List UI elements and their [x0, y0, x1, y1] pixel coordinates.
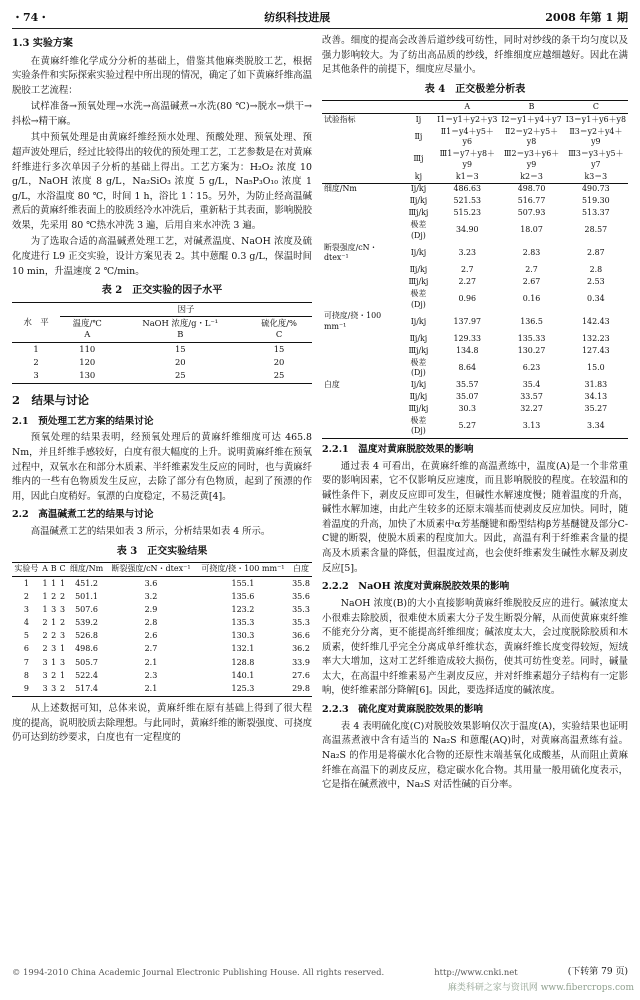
table-row — [322, 148, 628, 171]
row-label: 试验指标 — [324, 114, 356, 124]
table-cell: Ⅰj/kj — [410, 247, 427, 257]
table-cell: Ⅱ1＝y4＋y5＋y6 — [440, 126, 494, 147]
table-row — [12, 630, 312, 643]
table-cell: Ⅱ3＝y2＋y4＋y9 — [569, 126, 623, 147]
table-cell: 521.53 — [453, 196, 482, 206]
table-cell: 2.6 — [144, 631, 158, 641]
table-cell: 8.64 — [458, 362, 477, 372]
table-header: B — [528, 101, 535, 111]
copyright-notice: © 1994-2010 China Academic Journal Electronic Publishing House. All rights reserved. — [12, 967, 385, 977]
table-cell: 516.77 — [517, 196, 546, 206]
table-caption: 表 4 正交极差分析表 — [424, 83, 526, 95]
range-analysis-table — [322, 100, 628, 438]
table-cell: 136.5 — [520, 316, 543, 326]
table-cell: Ⅰ3＝y1＋y6＋y8 — [565, 114, 626, 124]
paragraph: 其中预氧处理是由黄麻纤维经预水处理、预酸处理、预氧处理、预超声波处理后，经过比较得出的较优的预处理工艺，工艺参数是在对黄麻纤维进行多次单因子分析的基础上得出。工艺方案为：H₂O₂ 浓度 10 g/L，NaOH 浓度 8 g/L，Na₂SiO₃ 浓度 5 g/L，Na₅P₃O₁₀ 浓度 1 g/L，水浴温度 80 ℃，时间 1 h，浴比 1∶15。另外，为防止经高温碱煮后的黄麻纤维表面上的胶质经冷水冲洗后，重新粘于其表面，影响脱胶效果，先采用 80 ℃热水冲洗 3 遍，后用自来水冲洗 3 遍。 — [12, 132, 313, 231]
table-header: 因子 — [60, 302, 312, 316]
table-cell: 517.4 — [75, 683, 98, 693]
table-cell: 2.7 — [460, 265, 474, 275]
table-cell: 3 — [60, 631, 66, 641]
table-cell: 18.07 — [520, 225, 543, 235]
table-cell: 2 — [60, 591, 66, 601]
subsection-title: 2.2.3 硫化度对黄麻脱胶效果的影响 — [322, 704, 484, 716]
table-cell: 4 — [23, 618, 29, 628]
table-cell: 5.27 — [458, 421, 477, 431]
table-cell: Ⅱj/kj — [409, 392, 428, 401]
table-cell: Ⅲj/kj — [408, 276, 429, 286]
table-cell: 35.3 — [292, 618, 310, 628]
table-cell: 130.3 — [231, 631, 255, 641]
table-row — [322, 196, 628, 208]
table-cell: Ⅲj/kj — [408, 403, 429, 413]
table-cell: 2 — [23, 591, 29, 601]
table-cell: 137.97 — [453, 316, 482, 326]
table-header: 断裂强度/cN・dtex⁻¹ — [111, 564, 191, 574]
subsection-title: 2.2.2 NaOH 浓度对黄麻脱胶效果的影响 — [322, 581, 510, 593]
table-row — [322, 345, 628, 357]
table-cell: 2.7 — [525, 265, 538, 275]
table-cell: 35.3 — [292, 604, 310, 614]
table-cell: 3 — [51, 683, 57, 693]
table-cell: 20 — [174, 357, 186, 368]
table-cell: 1 — [42, 578, 48, 588]
table-row — [322, 288, 628, 311]
table-cell: 3 — [60, 604, 66, 614]
table-cell: 2 — [60, 683, 66, 693]
table-cell: 526.8 — [75, 631, 98, 641]
table-cell: 30.3 — [458, 403, 477, 413]
table-cell: 35.4 — [522, 380, 541, 390]
table-cell: 120 — [79, 357, 96, 368]
table-cell: 6 — [23, 644, 29, 654]
table-row — [12, 342, 312, 356]
paragraph: 通过表 4 可看出，在黄麻纤维的高温煮练中，温度(A)是一个非常重要的影响因素，它不仅影响反应速度，而且影响脱胶的程度。在较温和的碱性条件下，剥皮反应即可发生，但碱性水解速度慢；随着温度的升高，碱性水解加速，由此产生较多的还原末端基而使剥皮反应加快。同时，随着温度的升高，加快了木质素中α芳基醚键和酚型结构β芳基醚键及部分C-C键的断裂，使脱木质素的程度加大。因此，高温有利于纤维素含量的提高及木质素含量的降低，但温度过高，也会使纤维素发生碱性水解及剥皮反应[5]。 — [322, 460, 628, 574]
row-label — [322, 333, 402, 345]
table-header: C — [592, 101, 599, 111]
table-cell: 2 — [42, 618, 48, 628]
row-label: 细度/Nm — [324, 184, 357, 194]
table-cell: 2.3 — [144, 670, 158, 680]
table-row — [322, 183, 628, 195]
table-row — [322, 357, 628, 380]
table-cell: 1 — [51, 657, 57, 667]
table-cell: 6.23 — [522, 362, 541, 372]
table-header: 细度/Nm — [69, 564, 104, 574]
table-row — [12, 356, 312, 369]
table-row — [322, 415, 628, 438]
table-cell: 36.2 — [292, 644, 310, 654]
issue-label: 2008 年第 1 期 — [545, 10, 628, 24]
table-cell: 135.33 — [517, 333, 546, 343]
row-label: 可挠度/挠・100 mm⁻¹ — [324, 311, 382, 332]
table-cell: Ⅲj/kj — [408, 208, 429, 218]
site-watermark: 麻类科研之家与资讯网 www.fibercrops.com — [447, 983, 634, 994]
table-cell: 27.6 — [292, 670, 310, 680]
table-cell: 2.1 — [144, 683, 158, 693]
table-cell: 2.7 — [144, 644, 158, 654]
table-header: 温度/℃ A — [72, 318, 102, 340]
table-cell: 135.6 — [231, 591, 255, 601]
table-cell: 36.6 — [292, 631, 310, 641]
table-cell: 507.6 — [75, 604, 98, 614]
table-cell: 2.87 — [587, 247, 605, 257]
table-cell: 2.83 — [522, 247, 541, 257]
row-label — [322, 403, 402, 415]
factor-level-table — [12, 302, 312, 384]
table-cell: Ⅲj — [413, 154, 424, 164]
table-cell: 3 — [42, 683, 48, 693]
table-row — [322, 208, 628, 220]
table-row — [12, 369, 312, 383]
table-row — [12, 617, 312, 630]
table-cell: 15 — [273, 343, 285, 354]
table-cell: 25 — [174, 370, 186, 381]
table-cell: Ⅰj — [415, 114, 422, 124]
journal-title: 纺织科技进展 — [264, 10, 331, 24]
table-cell: 128.8 — [231, 657, 255, 667]
paragraph: 从上述数据可知，总体来说，黄麻纤维在原有基础上得到了很大程度的提高，说明胶质去除理想。与此同时，黄麻纤维的断裂强度、可挠度仍可达到纺纱要求，白度也有一定程度的 — [12, 702, 313, 744]
table-caption: 表 3 正交实验结果 — [116, 545, 208, 557]
table-header: A — [464, 101, 471, 111]
table-cell: 3.6 — [144, 578, 158, 588]
row-label — [322, 357, 402, 380]
table-cell: 0.16 — [522, 294, 541, 304]
table-cell: 2.8 — [144, 618, 158, 628]
table-cell: Ⅰj/kj — [410, 184, 427, 194]
table-row — [322, 126, 628, 149]
table-header: 水 平 — [12, 302, 60, 342]
table-cell: 2 — [51, 631, 57, 641]
table-cell: 3 — [60, 657, 66, 667]
paragraph: 高温碱煮工艺的结果如表 3 所示，分析结果如表 4 所示。 — [30, 526, 271, 538]
table-cell: 35.07 — [455, 392, 479, 401]
table-cell: 35.6 — [292, 591, 310, 601]
row-label — [322, 391, 402, 403]
table-cell: 3 — [51, 644, 57, 654]
table-cell: 31.83 — [584, 380, 608, 390]
row-label — [322, 415, 402, 438]
table-cell: 32.27 — [520, 403, 543, 413]
row-label — [322, 219, 402, 242]
table-cell: Ⅲ2＝y3＋y6＋y9 — [503, 149, 560, 169]
row-label — [322, 288, 402, 311]
table-cell: Ⅰ1＝y1＋y2＋y3 — [437, 114, 498, 124]
table-row — [322, 171, 628, 183]
table-cell: 0.96 — [458, 294, 477, 304]
table-cell: Ⅱj/kj — [409, 265, 428, 275]
table-header: C — [59, 564, 66, 574]
table-cell: 2 — [60, 618, 66, 628]
row-label: 断裂强度/cN・dtex⁻¹ — [324, 242, 378, 263]
table-cell: 129.33 — [453, 333, 482, 343]
table-cell: 极差(Dj) — [410, 288, 427, 309]
table-cell: 132.1 — [231, 644, 255, 654]
subsection-title: 2.2 高温碱煮工艺的结果与讨论 — [12, 509, 154, 521]
table-cell: 2.1 — [144, 657, 158, 667]
table-cell: Ⅱ2＝y2＋y5＋y8 — [505, 126, 559, 147]
section-title: 1.3 实验方案 — [12, 38, 73, 49]
table-cell: Ⅱj/kj — [409, 333, 428, 343]
table-cell: 134.8 — [455, 345, 479, 355]
table-row — [322, 114, 628, 126]
table-cell: 1 — [60, 644, 66, 654]
table-header: 实验号 — [14, 564, 39, 574]
table-row — [322, 242, 628, 265]
table-cell: 3.13 — [522, 421, 541, 431]
table-cell: 1 — [51, 618, 57, 628]
table-cell: Ⅰj/kj — [410, 316, 427, 326]
table-cell: 3 — [42, 670, 48, 680]
table-row — [322, 311, 628, 334]
table-cell: 451.2 — [75, 578, 98, 588]
table-cell: 1 — [33, 343, 39, 354]
table-cell: 35.8 — [292, 578, 310, 588]
table-cell: 0.34 — [587, 294, 605, 304]
table-header: 可挠度/挠・100 mm⁻¹ — [201, 564, 285, 574]
table-cell: 2 — [33, 357, 39, 368]
table-cell: 539.2 — [75, 618, 98, 628]
table-header: 白度 — [293, 564, 309, 574]
paragraph: 改善。细度的提高会改善后道纱线可纺性，同时对纱线的条干均匀度以及强力影响较大。为了纺出高品质的纱线，纤维细度应越细越好。因此在满足其他条件的前提下，细度应尽量小。 — [322, 35, 628, 76]
row-label — [322, 148, 402, 171]
table-header: B — [50, 564, 57, 574]
table-cell: 110 — [79, 343, 96, 354]
table-cell: 35.27 — [584, 403, 608, 413]
table-header: A — [42, 564, 48, 574]
table-row — [12, 656, 312, 669]
row-label: 白度 — [324, 380, 340, 390]
table-cell: 3.34 — [587, 421, 605, 431]
table-cell: 3 — [23, 604, 29, 614]
table-cell: Ⅱj — [414, 131, 423, 141]
subsection-title: 2.1 预处理工艺方案的结果讨论 — [12, 415, 154, 427]
paragraph: 为了选取合适的高温碱煮处理工艺，对碱煮温度、NaOH 浓度及硫化度进行 L9 正交实验，设计方案见表 2。其中蒽醌 0.3 g/L，保温时间 10 min，升温速度 2 ℃/min。 — [12, 236, 312, 277]
table-cell: 2 — [51, 591, 57, 601]
table-cell: 3 — [42, 657, 48, 667]
table-row — [12, 643, 312, 656]
table-cell: 1 — [23, 578, 29, 588]
table-cell: 8 — [23, 670, 29, 680]
paragraph: NaOH 浓度(B)的大小直接影响黄麻纤维脱胶反应的进行。碱浓度太小很难去除胶质，很难使木质素大分子发生断裂分解，从而使黄麻束纤维不能充分分离，更不能提高纤维细度；碱浓度太大，会过度脱除胶质和木质素，使纤维几乎完全分离成单纤维状态，黄麻纤维长度变得较短，短绒率大大增加，这对工艺纤维造成较大损伤，使其可纺性变差。同时，碱量太大，在高温中纤维素易产生剥皮反应，并对纤维素超分子结构有一定影响，使纤维素部分降解[6]。因此，要选择适度的碱浓度。 — [322, 598, 628, 697]
table-cell: 29.8 — [292, 683, 310, 693]
table-row — [322, 219, 628, 242]
table-cell: kj — [414, 171, 423, 181]
page-number: ・74・ — [12, 10, 50, 24]
table-cell: 515.23 — [453, 208, 482, 218]
table-cell: 3.23 — [458, 247, 477, 257]
table-cell: 2.8 — [589, 265, 603, 275]
table-cell: 498.70 — [517, 184, 546, 194]
paragraph: 在黄麻纤维化学成分分析的基础上，借鉴其他麻类脱胶工艺，根据实验条件和实际探索实验过程中所出现的情况，确定了如下黄麻纤维高温脱胶工艺流程： — [12, 55, 313, 96]
table-cell: Ⅲ3＝y3＋y5＋y7 — [568, 149, 624, 169]
row-label — [322, 171, 402, 183]
running-header — [12, 8, 628, 29]
table-cell: 2 — [51, 670, 57, 680]
row-label — [322, 126, 402, 149]
table-cell: 519.30 — [582, 196, 610, 206]
table-cell: 33.9 — [292, 657, 310, 667]
table-cell: 极差(Dj) — [410, 357, 427, 378]
table-cell: 1 — [60, 670, 66, 680]
row-label — [322, 265, 402, 277]
table-row — [322, 265, 628, 277]
table-cell: 130.27 — [517, 345, 546, 355]
table-cell: Ⅰj/kj — [410, 380, 427, 390]
row-label — [322, 276, 402, 288]
row-label — [322, 208, 402, 220]
table-cell: 513.37 — [582, 208, 610, 218]
table-header: 硫化度/% C — [261, 318, 298, 340]
table-cell: 1 — [42, 591, 48, 601]
table-row — [322, 391, 628, 403]
table-cell: Ⅲj/kj — [408, 345, 429, 355]
table-cell: Ⅲ1＝y7＋y8＋y9 — [439, 149, 495, 169]
table-cell: Ⅰ2＝y1＋y4＋y7 — [501, 114, 562, 124]
table-cell: 28.57 — [584, 225, 608, 235]
orthogonal-results-table — [12, 562, 312, 697]
section-title: 2 结果与讨论 — [12, 392, 90, 407]
table-cell: 505.7 — [75, 657, 98, 667]
paragraph: 表 4 表明硫化度(C)对脱胶效果影响仅次于温度(A)，实验结果也证明高温蒸煮液中含有适当的 Na₂S 和蒽醌(AQ)时，对黄麻高温煮练有益。Na₂S 的作用是将碳水化合物的还原性末端基氧化成酸基，从而阻止黄麻纤维在高温下的剥皮反应，稳定碳水化合物。其用量一般用硫化度表示，它是指在碱煮液中，Na₂S 对活性碱的百分率。 — [322, 720, 628, 791]
table-cell: 490.73 — [582, 184, 610, 194]
table-cell: k3＝3 — [584, 171, 608, 181]
left-column — [12, 34, 312, 748]
table-cell: 132.23 — [582, 333, 610, 343]
table-cell: 155.1 — [231, 578, 255, 588]
table-row — [12, 577, 312, 591]
table-cell: 2 — [42, 631, 48, 641]
right-column — [322, 34, 628, 795]
table-cell: 3.2 — [144, 591, 158, 601]
table-cell: 3 — [51, 604, 57, 614]
table-cell: 127.43 — [582, 345, 610, 355]
table-cell: 15.0 — [587, 362, 605, 372]
table-cell: 2.9 — [144, 604, 158, 614]
table-cell: 142.43 — [582, 316, 610, 326]
table-cell: k2＝3 — [520, 171, 543, 181]
table-row — [12, 604, 312, 617]
table-cell: k1＝3 — [455, 171, 479, 181]
table-cell: 498.6 — [75, 644, 98, 654]
table-row — [322, 380, 628, 392]
table-cell: 极差(Dj) — [410, 415, 427, 436]
table-cell: 34.90 — [455, 225, 479, 235]
table-row — [322, 276, 628, 288]
table-cell: 2.53 — [587, 276, 605, 286]
table-cell: 7 — [23, 657, 29, 667]
table-cell: 522.4 — [75, 670, 98, 680]
table-cell: 1 — [42, 604, 48, 614]
table-cell: 5 — [23, 631, 29, 641]
table-cell: 1 — [60, 578, 66, 588]
table-cell: 20 — [273, 357, 285, 368]
table-cell: 34.13 — [584, 392, 608, 401]
table-cell: 507.93 — [517, 208, 546, 218]
table-cell: 33.57 — [520, 392, 543, 401]
table-cell: 140.1 — [231, 670, 255, 680]
table-cell: 125.3 — [231, 683, 255, 693]
table-cell: 3 — [33, 370, 39, 381]
row-label — [322, 196, 402, 208]
table-cell: Ⅱj/kj — [409, 196, 428, 206]
table-cell: 135.3 — [231, 618, 255, 628]
page-footer — [12, 966, 628, 980]
subsection-title: 2.2.1 温度对黄麻脱胶效果的影响 — [322, 443, 474, 455]
cnki-url[interactable]: http://www.cnki.net — [434, 967, 518, 977]
table-cell: 2 — [42, 644, 48, 654]
table-header: NaOH 浓度/g・L⁻¹ B — [142, 318, 219, 340]
table-row — [12, 591, 312, 604]
row-label — [322, 345, 402, 357]
table-row — [322, 403, 628, 415]
table-cell: 130 — [79, 370, 96, 381]
table-cell: 35.57 — [455, 380, 479, 390]
table-cell: 486.63 — [453, 184, 482, 194]
table-caption: 表 2 正交实验的因子水平 — [101, 285, 223, 297]
table-cell: 25 — [273, 370, 285, 381]
table-row — [12, 683, 312, 697]
table-cell: 极差(Dj) — [410, 220, 427, 240]
paragraph: 预氧处理的结果表明，经预氧处理后的黄麻纤维细度可达 465.8 Nm，并且纤维手感较好，白度有很大幅度的上升。说明黄麻纤维在预氧过程中，双氧水在和部分木质素、半纤维素发生反应的同时，也与黄麻纤维内的一些有色物质发生反应，去除了部分有色物质，起到了预漂的作用，因此白度稍好。氧漂的白度稳定，不易泛黄[4]。 — [12, 432, 313, 502]
table-row — [322, 333, 628, 345]
table-cell: 2.27 — [458, 276, 477, 286]
table-cell: 123.2 — [231, 604, 255, 614]
table-cell: 15 — [174, 343, 186, 354]
continued-note: (下转第 79 页) — [567, 967, 628, 977]
process-flow: 试样准备→预氧处理→水洗→高温碱煮→水洗(80 ℃)→脱水→烘干→抖松→精干麻。 — [12, 101, 312, 127]
table-cell: 501.1 — [75, 591, 98, 601]
table-row — [12, 670, 312, 683]
table-cell: 2.67 — [522, 276, 541, 286]
table-cell: 9 — [23, 683, 29, 693]
table-cell: 1 — [51, 578, 57, 588]
